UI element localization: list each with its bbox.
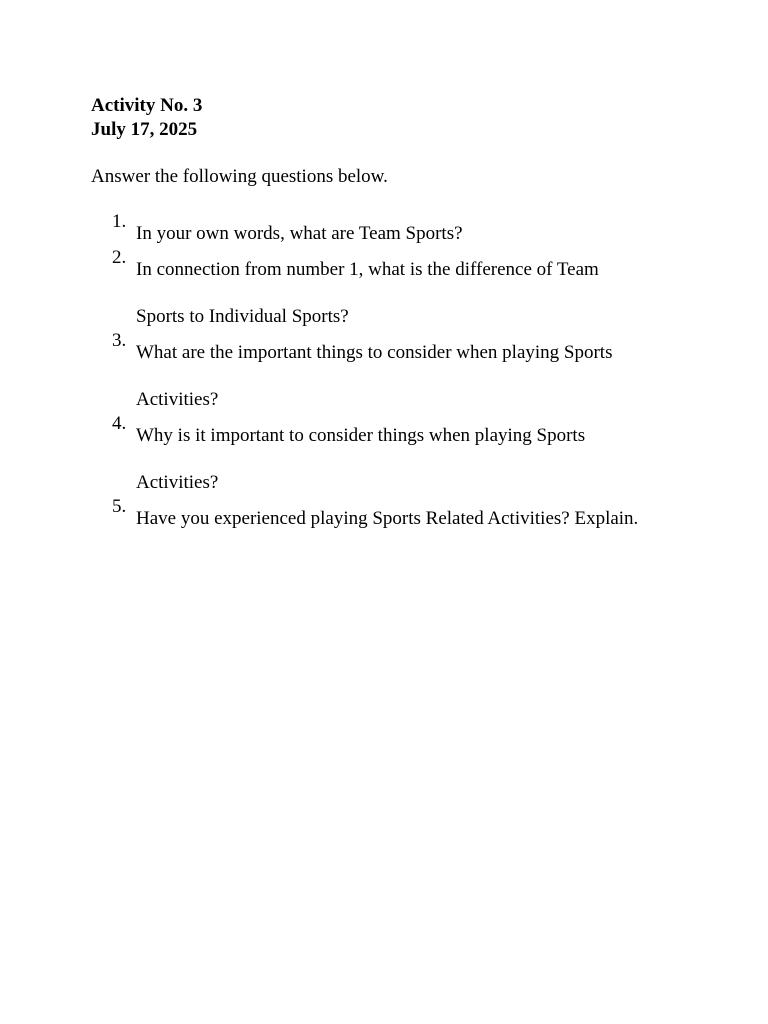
question-text — [136, 412, 681, 507]
question-item-4 — [0, 412, 768, 507]
question-line: In connection from number 1, what is the difference of Team — [136, 258, 599, 280]
document-header — [91, 94, 202, 142]
question-line: Why is it important to consider things when playing Sports — [136, 424, 586, 446]
activity-title: Activity No. 3 — [91, 95, 203, 116]
question-number: 2. — [112, 246, 127, 268]
question-line: Activities? — [136, 389, 219, 410]
question-number: 1. — [112, 211, 127, 232]
question-line: What are the important things to consider when playing Sports — [136, 341, 613, 363]
question-text — [136, 495, 681, 543]
activity-date: July 17, 2025 — [91, 119, 198, 140]
question-item-2 — [0, 246, 768, 341]
question-number: 5. — [112, 495, 127, 517]
question-text — [136, 329, 681, 424]
question-line: In your own words, what are Team Sports? — [136, 223, 463, 244]
instruction-text: Answer the following questions below. — [91, 166, 388, 187]
question-line: Activities? — [136, 472, 219, 493]
question-list — [0, 211, 768, 542]
question-number: 3. — [112, 329, 127, 351]
question-line: Have you experienced playing Sports Related Activities? Explain. — [136, 507, 639, 529]
question-text — [136, 246, 681, 341]
question-number: 4. — [112, 412, 127, 434]
question-item-5 — [0, 495, 768, 543]
question-item-3 — [0, 329, 768, 424]
question-line: Sports to Individual Sports? — [136, 306, 349, 327]
